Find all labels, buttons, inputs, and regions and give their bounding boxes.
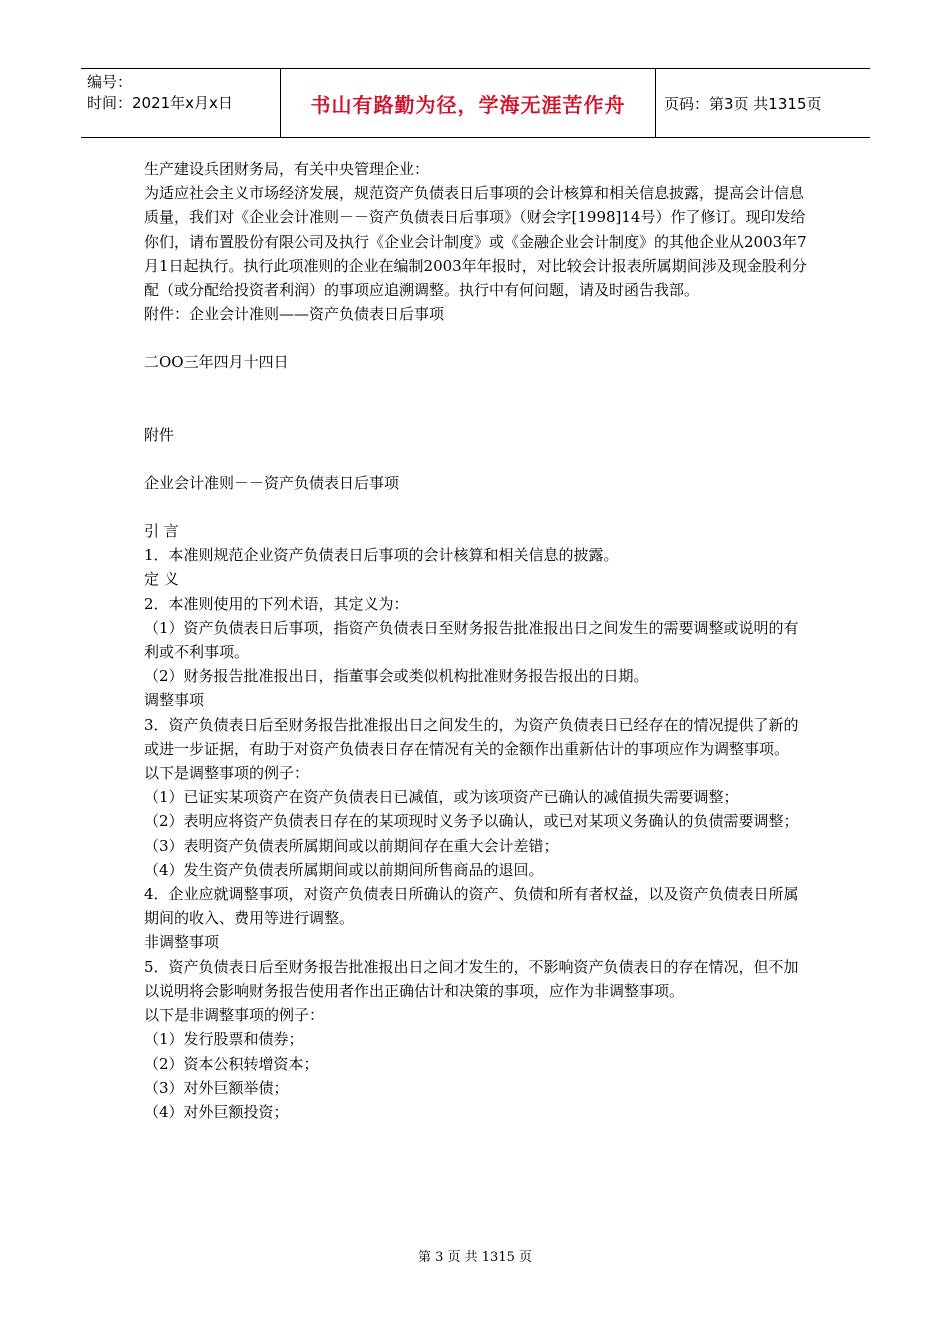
clause-5-examples: 以下是非调整事项的例子： [144, 1006, 325, 1025]
clause-5-item-2: （2）资本公积转增资本； [144, 1054, 319, 1073]
page-header [81, 68, 870, 138]
clause-3-item-2: （2）表明应将资产负债表日存在的某项现时义务予以确认，或已对某项义务确认的负债需要调整； [144, 812, 799, 831]
number-label: 编号： [87, 73, 133, 91]
section-adjusting: 调整事项 [144, 691, 205, 710]
section-definitions: 定 义 [144, 570, 179, 589]
clause-5: 5．资产负债表日后至财务报告批准报出日之间才发生的，不影响资产负债表日的存在情况，但不加以说明将会影响财务报告使用者作出正确估计和决策的事项，应作为非调整事项。 [144, 957, 799, 1000]
issue-date: 二OO三年四月十四日 [144, 353, 289, 372]
notice-paragraph: 为适应社会主义市场经济发展，规范资产负债表日后事项的会计核算和相关信息披露，提高会计信息质量，我们对《企业会计准则－－资产负债表日后事项》（财会字[1998]14号）作了修订。现印发给你们，请布置股份有限公司及执行《企业会计制度》或《金融企业会计制度》的其他企业从2003年7月1日起执行。执行此项准则的企业在编制2003年年报时，对比较会计报表所属期间涉及现金股利分配（或分配给投资者利润）的事项应追溯调整。执行中有何问题，请及时函告我部。 [144, 184, 807, 300]
standard-title: 企业会计准则－－资产负债表日后事项 [144, 473, 400, 492]
section-intro: 引 言 [144, 522, 179, 541]
clause-5-item-1: （1）发行股票和债券； [144, 1030, 304, 1049]
clause-3-item-4: （4）发生资产负债表所属期间或以前期间所售商品的退回。 [144, 860, 544, 879]
motto: 书山有路勤为径，学海无涯苦作舟 [310, 92, 626, 117]
header-meta [81, 69, 281, 137]
attachment-heading: 附件 [144, 425, 175, 444]
clause-2-item-1: （1）资产负债表日后事项，指资产负债表日至财务报告批准报出日之间发生的需要调整或说明的有利或不利事项。 [144, 618, 799, 662]
clause-5-item-4: （4）对外巨额投资； [144, 1102, 289, 1121]
addressee: 生产建设兵团财务局，有关中央管理企业： [144, 160, 430, 178]
clause-3-item-3: （3）表明资产负债表所属期间或以前期间存在重大会计差错； [144, 836, 559, 855]
clause-3-examples: 以下是调整事项的例子： [144, 764, 310, 783]
clause-5-item-3: （3）对外巨额举债； [144, 1078, 289, 1097]
clause-3: 3．资产负债表日后至财务报告批准报出日之间发生的，为资产负债表日已经存在的情况提供了新的或进一步证据，有助于对资产负债表日存在情况有关的金额作出重新估计的事项应作为调整事项。 [144, 715, 799, 758]
clause-2-item-2: （2）财务报告批准报出日，指董事会或类似机构批准财务报告报出的日期。 [144, 667, 649, 686]
header-motto-cell [281, 69, 656, 137]
page-footer: 第 3 页 共 1315 页 [417, 1250, 533, 1265]
time-label: 时间：2021年x月x日 [87, 94, 233, 112]
clause-1: 1．本准则规范企业资产负债表日后事项的会计核算和相关信息的披露。 [144, 546, 619, 565]
clause-4: 4．企业应就调整事项，对资产负债表日所确认的资产、负债和所有者权益，以及资产负债表日所属期间的收入、费用等进行调整。 [144, 885, 799, 928]
clause-3-item-1: （1）已证实某项资产在资产负债表日已减值，或为该项资产已确认的减值损失需要调整； [144, 788, 739, 807]
attachment-note: 附件：企业会计准则——资产负债表日后事项 [144, 305, 445, 324]
header-page-cell [656, 69, 870, 137]
page-label: 页码：第3页 共1315页 [664, 94, 822, 113]
clause-2: 2．本准则使用的下列术语，其定义为： [144, 594, 409, 613]
document-body [144, 157, 812, 1124]
section-non-adjusting: 非调整事项 [144, 933, 220, 952]
